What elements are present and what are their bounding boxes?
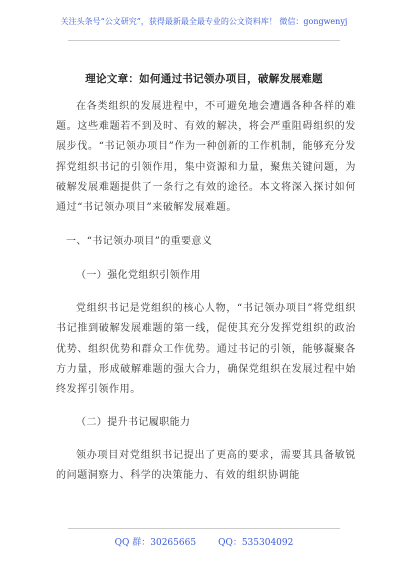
footer-qq-group: QQ 群：30265665 — [114, 538, 197, 548]
footer-contact — [0, 535, 408, 548]
subsection-1-paragraph: 党组织书记是党组织的核心人物，“书记领办项目”将党组织书记推到破解发展难题的第一线，促使其充分发挥党组织的政治优势、组织优势和群众工作优势。通过书记的引领，能够凝聚各方力量，形成破解难题的强大合力，确保党组织在发展过程中始终发挥引领作用。 — [56, 303, 356, 396]
subsection-2-paragraph: 领办项目对党组织书记提出了更高的要求，需要其具备敏锐的问题洞察力、科学的决策能力、有效的组织协调能 — [56, 450, 356, 482]
intro-paragraph: 在各类组织的发展进程中，不可避免地会遭遇各种各样的难题。这些难题若不到及时、有效的解决，将会严重阻碍组织的发展步伐。“书记领办项目”作为一种创新的工作机制，能够充分发挥党组织书记的引领作用，集中资源和力量，聚焦关键问题，为破解发展难题提供了一条行之有效的途径。本文将深入探讨如何通过“书记领办项目”来破解发展难题。 — [56, 101, 356, 214]
section-1-heading: 一、“书记领办项目”的重要意义 — [66, 236, 213, 248]
subsection-2-heading: （二）提升书记履职能力 — [76, 417, 191, 429]
subsection-1-heading: （一）强化党组织引领作用 — [76, 270, 201, 282]
header-banner: 关注头条号“公文研究”，获得最新最全最专业的公文资料库！ 微信：gongwenyj — [60, 17, 348, 26]
footer-qq: QQ：535304092 — [218, 538, 294, 548]
header-divider — [68, 40, 340, 41]
document-title: 理论文章：如何通过书记领办项目，破解发展难题 — [85, 73, 323, 85]
footer-divider — [68, 528, 340, 529]
document-body — [56, 90, 356, 487]
